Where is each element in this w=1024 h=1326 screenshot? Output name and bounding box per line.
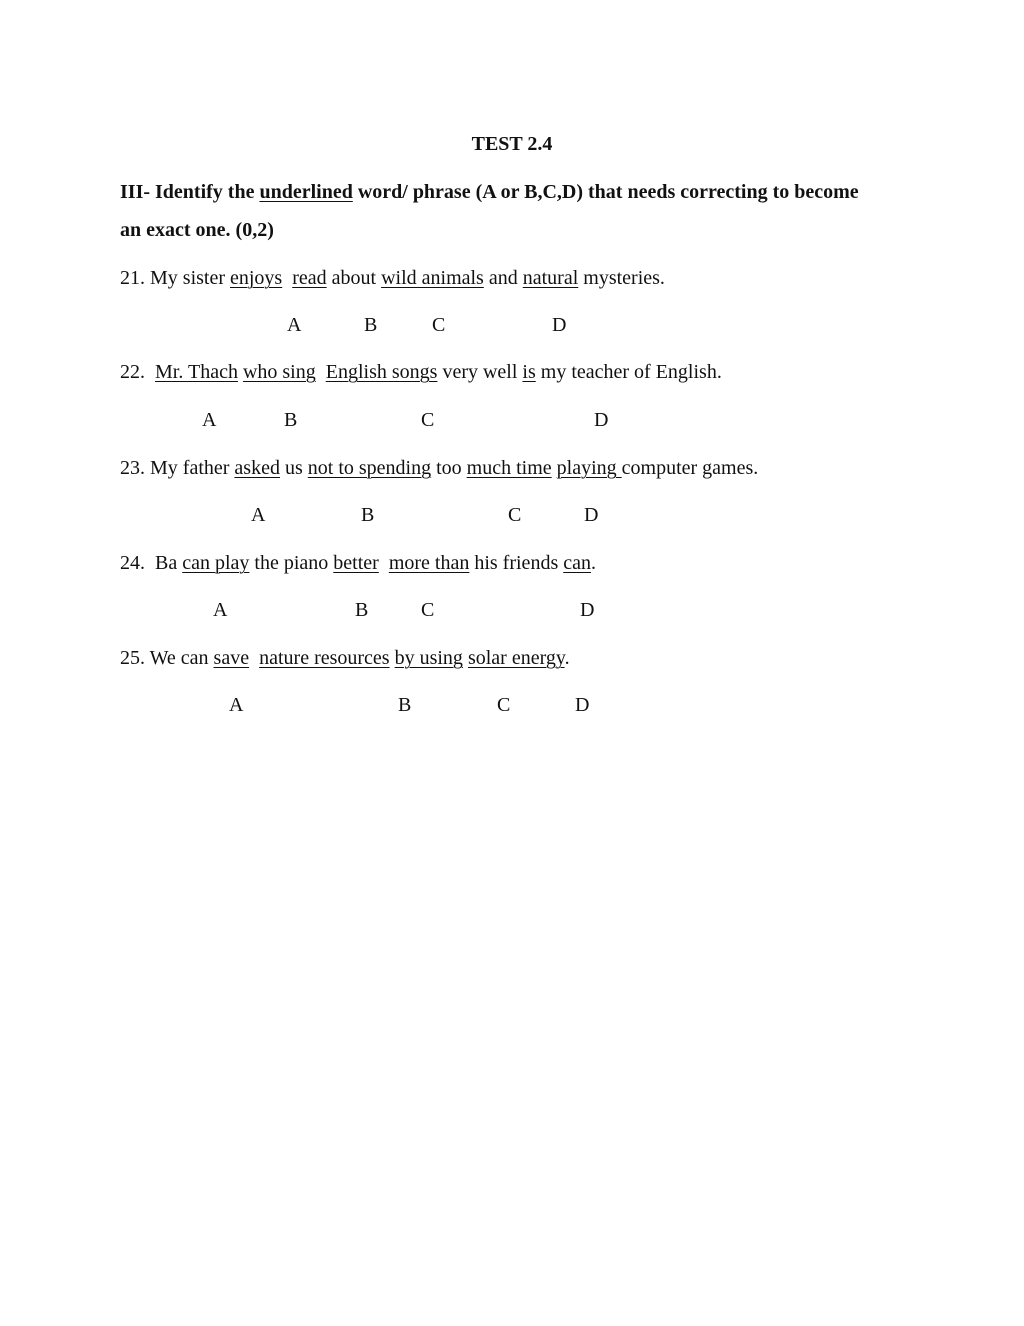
underlined-segment: can play [182, 552, 250, 574]
question-24 [120, 550, 596, 576]
q22-option-c: C [421, 409, 435, 431]
sentence-text [379, 552, 389, 574]
sentence-text: my teacher of English. [535, 361, 722, 383]
underlined-segment: read [292, 267, 327, 289]
underlined-segment: enjoys [230, 267, 283, 289]
underlined-segment: who sing [242, 361, 316, 383]
underlined-segment: more than [388, 552, 470, 574]
underlined-segment: better [333, 552, 379, 574]
q21-option-a: A [287, 314, 302, 336]
question-number: 21. [120, 267, 145, 289]
sentence-text: Ba [145, 552, 183, 574]
instruction-underlined-word: underlined [259, 181, 353, 203]
sentence-text: his friends [469, 552, 564, 574]
sentence-text [145, 361, 155, 383]
underlined-segment: solar energy [467, 647, 565, 669]
q21-option-b: B [364, 314, 378, 336]
sentence-text: computer games. [621, 457, 759, 479]
question-number: 23. [120, 457, 145, 479]
instruction-prefix: III- Identify the [120, 181, 260, 203]
question-number: 25. [120, 647, 145, 669]
sentence-text: mysteries. [578, 267, 665, 289]
sentence-text: the piano [249, 552, 334, 574]
q23-option-a: A [251, 504, 266, 526]
underlined-segment: playing [556, 457, 622, 479]
q22-option-d: D [594, 409, 609, 431]
q23-option-c: C [508, 504, 522, 526]
q22-option-a: A [202, 409, 217, 431]
question-21 [120, 265, 665, 291]
page-title: TEST 2.4 [471, 133, 553, 155]
q25-option-c: C [497, 694, 511, 716]
sentence-text: My sister [145, 267, 230, 289]
underlined-segment: much time [466, 457, 552, 479]
q21-option-d: D [552, 314, 567, 336]
instruction-line-1 [120, 179, 859, 205]
underlined-segment: by using [394, 647, 463, 669]
underlined-segment: save [213, 647, 250, 669]
q23-option-d: D [584, 504, 599, 526]
underlined-segment: English songs [325, 361, 438, 383]
sentence-text: My father [145, 457, 235, 479]
question-23 [120, 455, 758, 481]
underlined-segment: wild animals [381, 267, 484, 289]
underlined-segment: nature resources [259, 647, 390, 669]
q24-option-b: B [355, 599, 369, 621]
q25-option-a: A [229, 694, 244, 716]
q22-option-b: B [284, 409, 298, 431]
underlined-segment: is [522, 361, 536, 383]
sentence-text: . [564, 647, 570, 669]
underlined-segment: Mr. Thach [155, 361, 238, 383]
question-25 [120, 645, 570, 671]
instruction-rest: word/ phrase (A or B,C,D) that needs correcting to become [352, 181, 859, 203]
underlined-segment: can [563, 552, 591, 574]
q24-option-d: D [580, 599, 595, 621]
question-number: 22. [120, 361, 145, 383]
sentence-text: We can [145, 647, 214, 669]
question-number: 24. [120, 552, 145, 574]
sentence-text: us [279, 457, 308, 479]
q21-option-c: C [432, 314, 446, 336]
underlined-segment: asked [234, 457, 280, 479]
q24-option-a: A [213, 599, 228, 621]
underlined-segment: not to spending [307, 457, 432, 479]
sentence-text [249, 647, 259, 669]
sentence-text: . [591, 552, 596, 574]
q24-option-c: C [421, 599, 435, 621]
q23-option-b: B [361, 504, 375, 526]
q25-option-d: D [575, 694, 590, 716]
question-22 [120, 359, 722, 385]
sentence-text [316, 361, 326, 383]
sentence-text: very well [437, 361, 523, 383]
q25-option-b: B [398, 694, 412, 716]
sentence-text: too [431, 457, 467, 479]
sentence-text [282, 267, 292, 289]
sentence-text: about [326, 267, 382, 289]
underlined-segment: natural [522, 267, 579, 289]
instruction-line-2: an exact one. (0,2) [120, 219, 274, 241]
sentence-text: and [483, 267, 523, 289]
